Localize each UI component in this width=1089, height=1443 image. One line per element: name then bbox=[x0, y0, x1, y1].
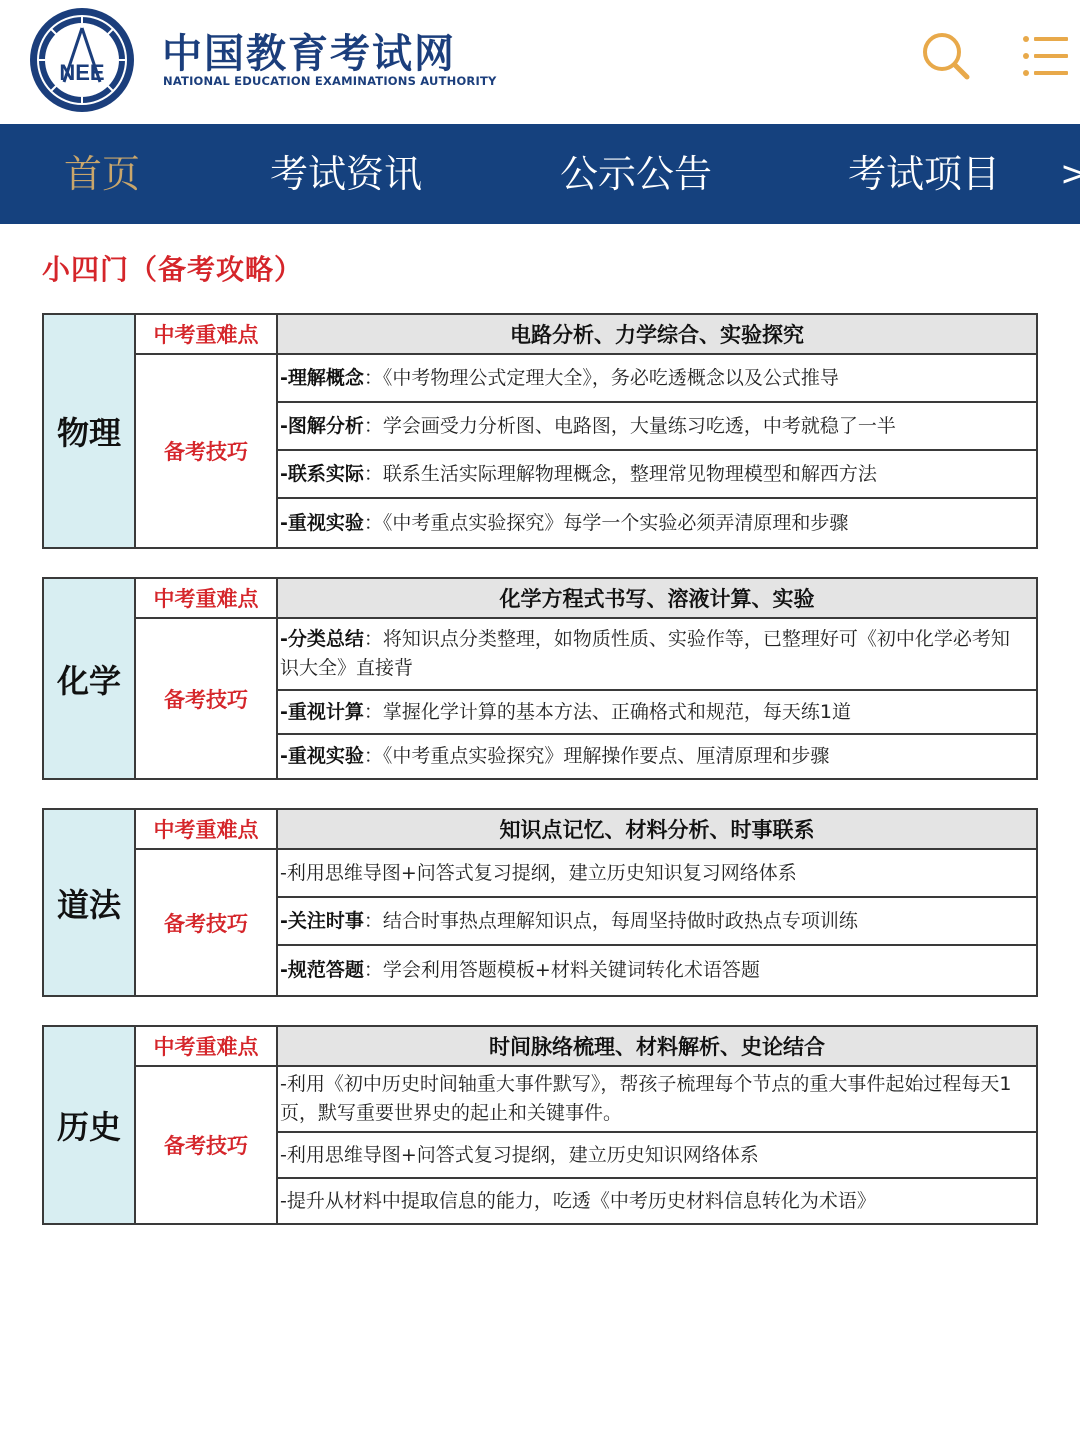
tip-text: 将知识点分类整理，如物质性质、实验作等，已整理好可《初中化学必考知识大全》直接背 bbox=[280, 628, 1010, 679]
tip-row bbox=[278, 499, 1036, 547]
tip-row bbox=[278, 850, 1036, 898]
subject-name: 历史 bbox=[44, 1027, 136, 1223]
tip-row bbox=[278, 691, 1036, 735]
tips-label: 备考技巧 bbox=[136, 619, 278, 778]
tip-text: -利用思维导图+问答式复习提纲，建立历史知识复习网络体系 bbox=[280, 861, 797, 884]
menu-icon[interactable] bbox=[1020, 30, 1072, 82]
tip-sep: ： bbox=[363, 959, 383, 981]
site-title[interactable]: 中国教育考试网 bbox=[162, 31, 456, 77]
nav-more-arrow-icon[interactable]: > bbox=[1060, 154, 1089, 194]
key-points-value: 时间脉络梳理、材料解析、史论结合 bbox=[278, 1027, 1036, 1067]
tip-row bbox=[278, 619, 1036, 691]
tip-sep: ： bbox=[363, 366, 383, 389]
tip-sep: ： bbox=[363, 700, 383, 723]
tip-lead: -重视实验 bbox=[280, 511, 364, 534]
tip-lead: -关注时事 bbox=[280, 909, 364, 932]
tip-row bbox=[278, 735, 1036, 778]
tip-row bbox=[278, 946, 1036, 995]
tip-lead: -重视实验 bbox=[280, 745, 364, 767]
tips-label: 备考技巧 bbox=[136, 1067, 278, 1223]
tip-sep: ： bbox=[363, 414, 383, 437]
subject-table-history bbox=[42, 1025, 1038, 1225]
tip-lead: -图解分析 bbox=[280, 414, 364, 437]
tip-text: 《中考重点实验探究》每学一个实验必须弄清原理和步骤 bbox=[382, 511, 849, 534]
tip-text: -利用思维导图+问答式复习提纲，建立历史知识网络体系 bbox=[280, 1143, 759, 1166]
tip-sep: ： bbox=[363, 511, 383, 534]
nav-item-home[interactable]: 首页 bbox=[64, 152, 141, 196]
section-title: 小四门（备考攻略） bbox=[42, 253, 304, 286]
tip-lead: -规范答题 bbox=[280, 959, 364, 981]
subject-name: 道法 bbox=[44, 810, 136, 995]
key-points-label: 中考重难点 bbox=[136, 579, 278, 619]
tip-text: 联系生活实际理解物理概念，整理常见物理模型和解西方法 bbox=[382, 462, 877, 485]
tip-sep: ： bbox=[363, 628, 383, 650]
tip-text: 《中考物理公式定理大全》，务必吃透概念以及公式推导 bbox=[382, 366, 839, 389]
tip-sep: ： bbox=[363, 745, 383, 767]
subject-name: 化学 bbox=[44, 579, 136, 778]
tip-text: 学会利用答题模板+材料关键词转化术语答题 bbox=[382, 959, 760, 981]
tip-sep: ： bbox=[363, 462, 383, 485]
tip-row bbox=[278, 1133, 1036, 1179]
key-points-value: 知识点记忆、材料分析、时事联系 bbox=[278, 810, 1036, 850]
key-points-label: 中考重难点 bbox=[136, 1027, 278, 1067]
tip-text: -利用《初中历史时间轴重大事件默写》，帮孩子梳理每个节点的重大事件起始过程每天1页，默写重要世界史的起止和关键事件。 bbox=[280, 1073, 1012, 1124]
search-icon[interactable] bbox=[918, 28, 974, 84]
key-points-label: 中考重难点 bbox=[136, 810, 278, 850]
nee-logo-icon[interactable] bbox=[28, 6, 136, 114]
tip-lead: -理解概念 bbox=[280, 366, 364, 389]
nav-item-announcements[interactable]: 公示公告 bbox=[560, 152, 713, 196]
tip-row bbox=[278, 451, 1036, 499]
tip-sep: ： bbox=[363, 909, 383, 932]
tip-text: 掌握化学计算的基本方法、正确格式和规范，每天练1道 bbox=[382, 700, 851, 723]
tips-label: 备考技巧 bbox=[136, 850, 278, 995]
tip-row bbox=[278, 1067, 1036, 1133]
tip-row bbox=[278, 355, 1036, 403]
logo-text: NEE bbox=[59, 60, 105, 85]
tip-text: -提升从材料中提取信息的能力，吃透《中考历史材料信息转化为术语》 bbox=[280, 1189, 876, 1212]
tip-row bbox=[278, 1179, 1036, 1223]
subject-table-chemistry bbox=[42, 577, 1038, 780]
nav-item-exam-projects[interactable]: 考试项目 bbox=[848, 152, 1001, 196]
site-subtitle: NATIONAL EDUCATION EXAMINATIONS AUTHORITY bbox=[163, 74, 497, 88]
nav-item-exam-news[interactable]: 考试资讯 bbox=[270, 152, 423, 196]
tip-text: 学会画受力分析图、电路图，大量练习吃透，中考就稳了一半 bbox=[382, 414, 896, 437]
tip-row bbox=[278, 898, 1036, 946]
key-points-value: 电路分析、力学综合、实验探究 bbox=[278, 315, 1036, 355]
subject-table-morality-law bbox=[42, 808, 1038, 997]
tip-lead: -分类总结 bbox=[280, 628, 364, 650]
subject-name: 物理 bbox=[44, 315, 136, 547]
key-points-label: 中考重难点 bbox=[136, 315, 278, 355]
tip-text: 结合时事热点理解知识点，每周坚持做时政热点专项训练 bbox=[382, 909, 858, 932]
site-header bbox=[0, 0, 1080, 124]
tip-lead: -重视计算 bbox=[280, 700, 364, 723]
tip-text: 《中考重点实验探究》理解操作要点、厘清原理和步骤 bbox=[382, 745, 830, 767]
tip-lead: -联系实际 bbox=[280, 462, 364, 485]
main-nav bbox=[0, 124, 1089, 224]
tips-label: 备考技巧 bbox=[136, 355, 278, 547]
key-points-value: 化学方程式书写、溶液计算、实验 bbox=[278, 579, 1036, 619]
tip-row bbox=[278, 403, 1036, 451]
subject-table-physics bbox=[42, 313, 1038, 549]
